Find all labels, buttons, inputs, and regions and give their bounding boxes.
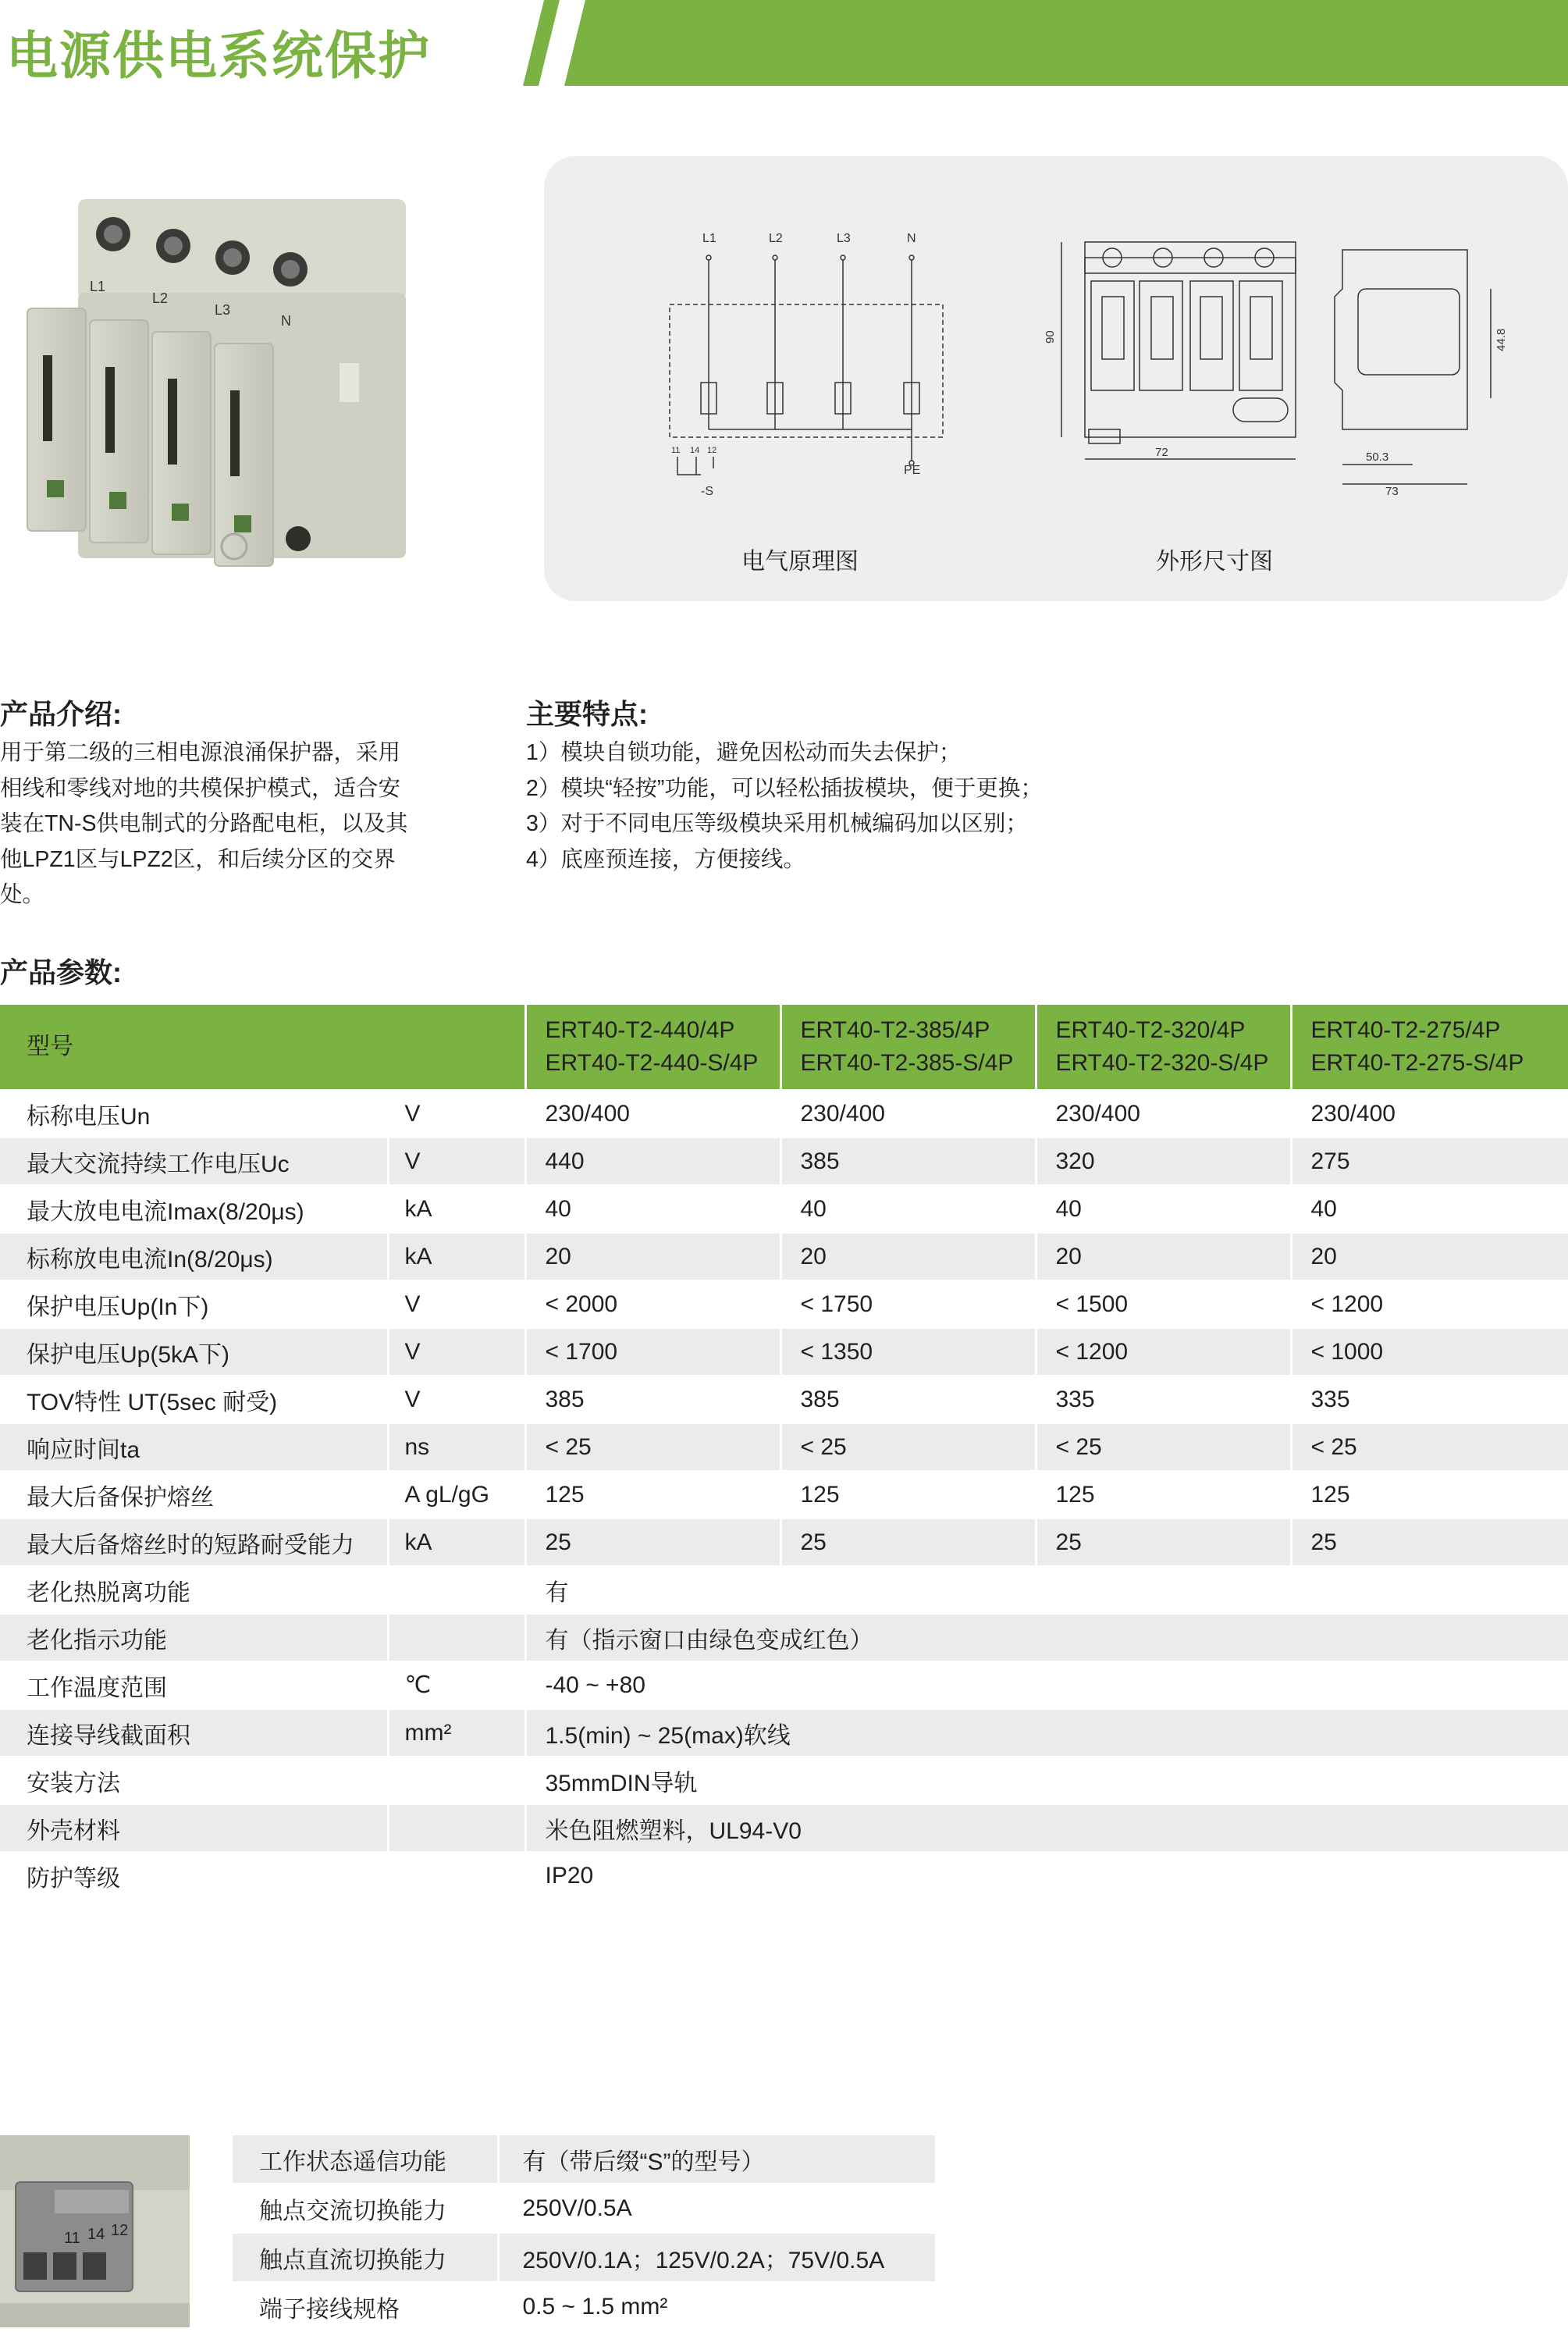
table-row: 连接导线截面积 mm² 1.5(min) ~ 25(max)软线 bbox=[0, 1709, 1568, 1757]
feature-item: 2）模块“轻按”功能，可以轻松插拔模块，便于更换； bbox=[526, 775, 1043, 801]
table-row: 响应时间ta ns < 25 < 25 < 25 < 25 bbox=[0, 1423, 1568, 1471]
table-row: 保护电压Up(5kA下) V < 1700 < 1350 < 1200 < 1000 bbox=[0, 1328, 1568, 1376]
photo-label-l3: L3 bbox=[215, 302, 231, 318]
table-row: 触点交流切换能力 250V/0.5A bbox=[233, 2184, 935, 2233]
schematic-label-12: 12 bbox=[707, 446, 717, 455]
table-row: TOV特性 UT(5sec 耐受) V 385 385 335 335 bbox=[0, 1376, 1568, 1423]
table-row: 保护电压Up(In下) V < 2000 < 1750 < 1500 < 1200 bbox=[0, 1280, 1568, 1328]
model-label: 型号 bbox=[0, 1005, 525, 1090]
dim-label-50-3: 50.3 bbox=[1366, 450, 1389, 464]
table-row: 工作状态遥信功能 有（带后缀“S”的型号） bbox=[233, 2135, 935, 2184]
table-row: 触点直流切换能力 250V/0.1A；125V/0.2A；75V/0.5A bbox=[233, 2233, 935, 2282]
feature-item: 1）模块自锁功能，避免因松动而失去保护； bbox=[526, 740, 962, 765]
features-list bbox=[526, 735, 1043, 878]
product-photo bbox=[23, 191, 421, 582]
table-row: 老化指示功能 有（指示窗口由绿色变成红色） bbox=[0, 1614, 1568, 1661]
table-row: 标称电压Un V 230/400 230/400 230/400 230/400 bbox=[0, 1090, 1568, 1138]
table-row: 标称放电电流In(8/20μs) kA 20 20 20 20 bbox=[0, 1233, 1568, 1280]
intro-line: 用于第二级的三相电源浪涌保护器，采用 bbox=[0, 740, 401, 765]
dim-label-90: 90 bbox=[1044, 330, 1057, 344]
schematic-label-11: 11 bbox=[671, 446, 681, 455]
table-row: 最大后备保护熔丝 A gL/gG 125 125 125 125 bbox=[0, 1471, 1568, 1518]
table-row: 端子接线规格 0.5 ~ 1.5 mm² bbox=[233, 2282, 935, 2331]
schematic-caption: 电气原理图 bbox=[741, 549, 859, 575]
photo-label-l1: L1 bbox=[90, 279, 106, 294]
model-cell: ERT40-T2-385/4P ERT40-T2-385-S/4P bbox=[780, 1005, 1036, 1090]
dimension-caption: 外形尺寸图 bbox=[1156, 549, 1273, 575]
schematic-label-l3: L3 bbox=[837, 232, 851, 245]
intro-text bbox=[0, 735, 460, 913]
dim-label-73: 73 bbox=[1385, 485, 1399, 498]
schematic-label-pe: PE bbox=[904, 464, 921, 477]
terminal-label-12: 12 bbox=[111, 2222, 129, 2239]
photo-label-l2: L2 bbox=[152, 290, 169, 306]
terminal-label-14: 14 bbox=[87, 2226, 105, 2243]
dimension-diagram bbox=[1030, 226, 1514, 507]
feature-item: 3）对于不同电压等级模块采用机械编码加以区别； bbox=[526, 811, 1028, 836]
table-row: 最大交流持续工作电压Uc V 440 385 320 275 bbox=[0, 1138, 1568, 1185]
schematic-label-14: 14 bbox=[690, 446, 700, 455]
table-row: 外壳材料 米色阻燃塑料，UL94-V0 bbox=[0, 1804, 1568, 1852]
features-heading: 主要特点: bbox=[526, 698, 648, 730]
params-table bbox=[0, 1005, 1568, 1900]
table-row: 工作温度范围 ℃ -40 ~ +80 bbox=[0, 1661, 1568, 1709]
params-heading: 产品参数: bbox=[0, 956, 122, 988]
intro-line: 相线和零线对地的共模保护模式，适合安 bbox=[0, 775, 401, 801]
table-row: 老化热脱离功能 有 bbox=[0, 1566, 1568, 1614]
schematic-label-l1: L1 bbox=[702, 232, 716, 245]
terminal-photo bbox=[0, 2135, 190, 2327]
schematic-label-l2: L2 bbox=[769, 232, 783, 245]
table-row: 安装方法 35mmDIN导轨 bbox=[0, 1757, 1568, 1804]
table-row: 最大放电电流Imax(8/20μs) kA 40 40 40 40 bbox=[0, 1185, 1568, 1233]
photo-label-n: N bbox=[281, 313, 291, 329]
table-row: 防护等级 IP20 bbox=[0, 1852, 1568, 1899]
intro-line: 装在TN-S供电制式的分路配电柜，以及其 bbox=[0, 811, 408, 836]
model-cell: ERT40-T2-440/4P ERT40-T2-440-S/4P bbox=[525, 1005, 780, 1090]
terminal-label-11: 11 bbox=[64, 2230, 80, 2247]
intro-heading: 产品介绍: bbox=[0, 698, 122, 730]
model-cell: ERT40-T2-320/4P ERT40-T2-320-S/4P bbox=[1036, 1005, 1291, 1090]
contact-table bbox=[233, 2135, 935, 2332]
page-title: 电源供电系统保护 bbox=[6, 27, 431, 84]
params-header-row bbox=[0, 1005, 1568, 1090]
schematic-label-n: N bbox=[907, 232, 916, 245]
dim-label-44-8: 44.8 bbox=[1495, 328, 1508, 351]
intro-line: 处。 bbox=[0, 882, 45, 907]
table-row: 最大后备熔丝时的短路耐受能力 kA 25 25 25 25 bbox=[0, 1518, 1568, 1566]
schematic-diagram bbox=[656, 226, 952, 507]
schematic-label-s: -S bbox=[701, 485, 713, 498]
dim-label-72: 72 bbox=[1155, 446, 1168, 459]
intro-line: 他LPZ1区与LPZ2区，和后续分区的交界 bbox=[0, 846, 396, 872]
model-cell: ERT40-T2-275/4P ERT40-T2-275-S/4P bbox=[1291, 1005, 1568, 1090]
feature-item: 4）底座预连接，方便接线。 bbox=[526, 846, 805, 872]
